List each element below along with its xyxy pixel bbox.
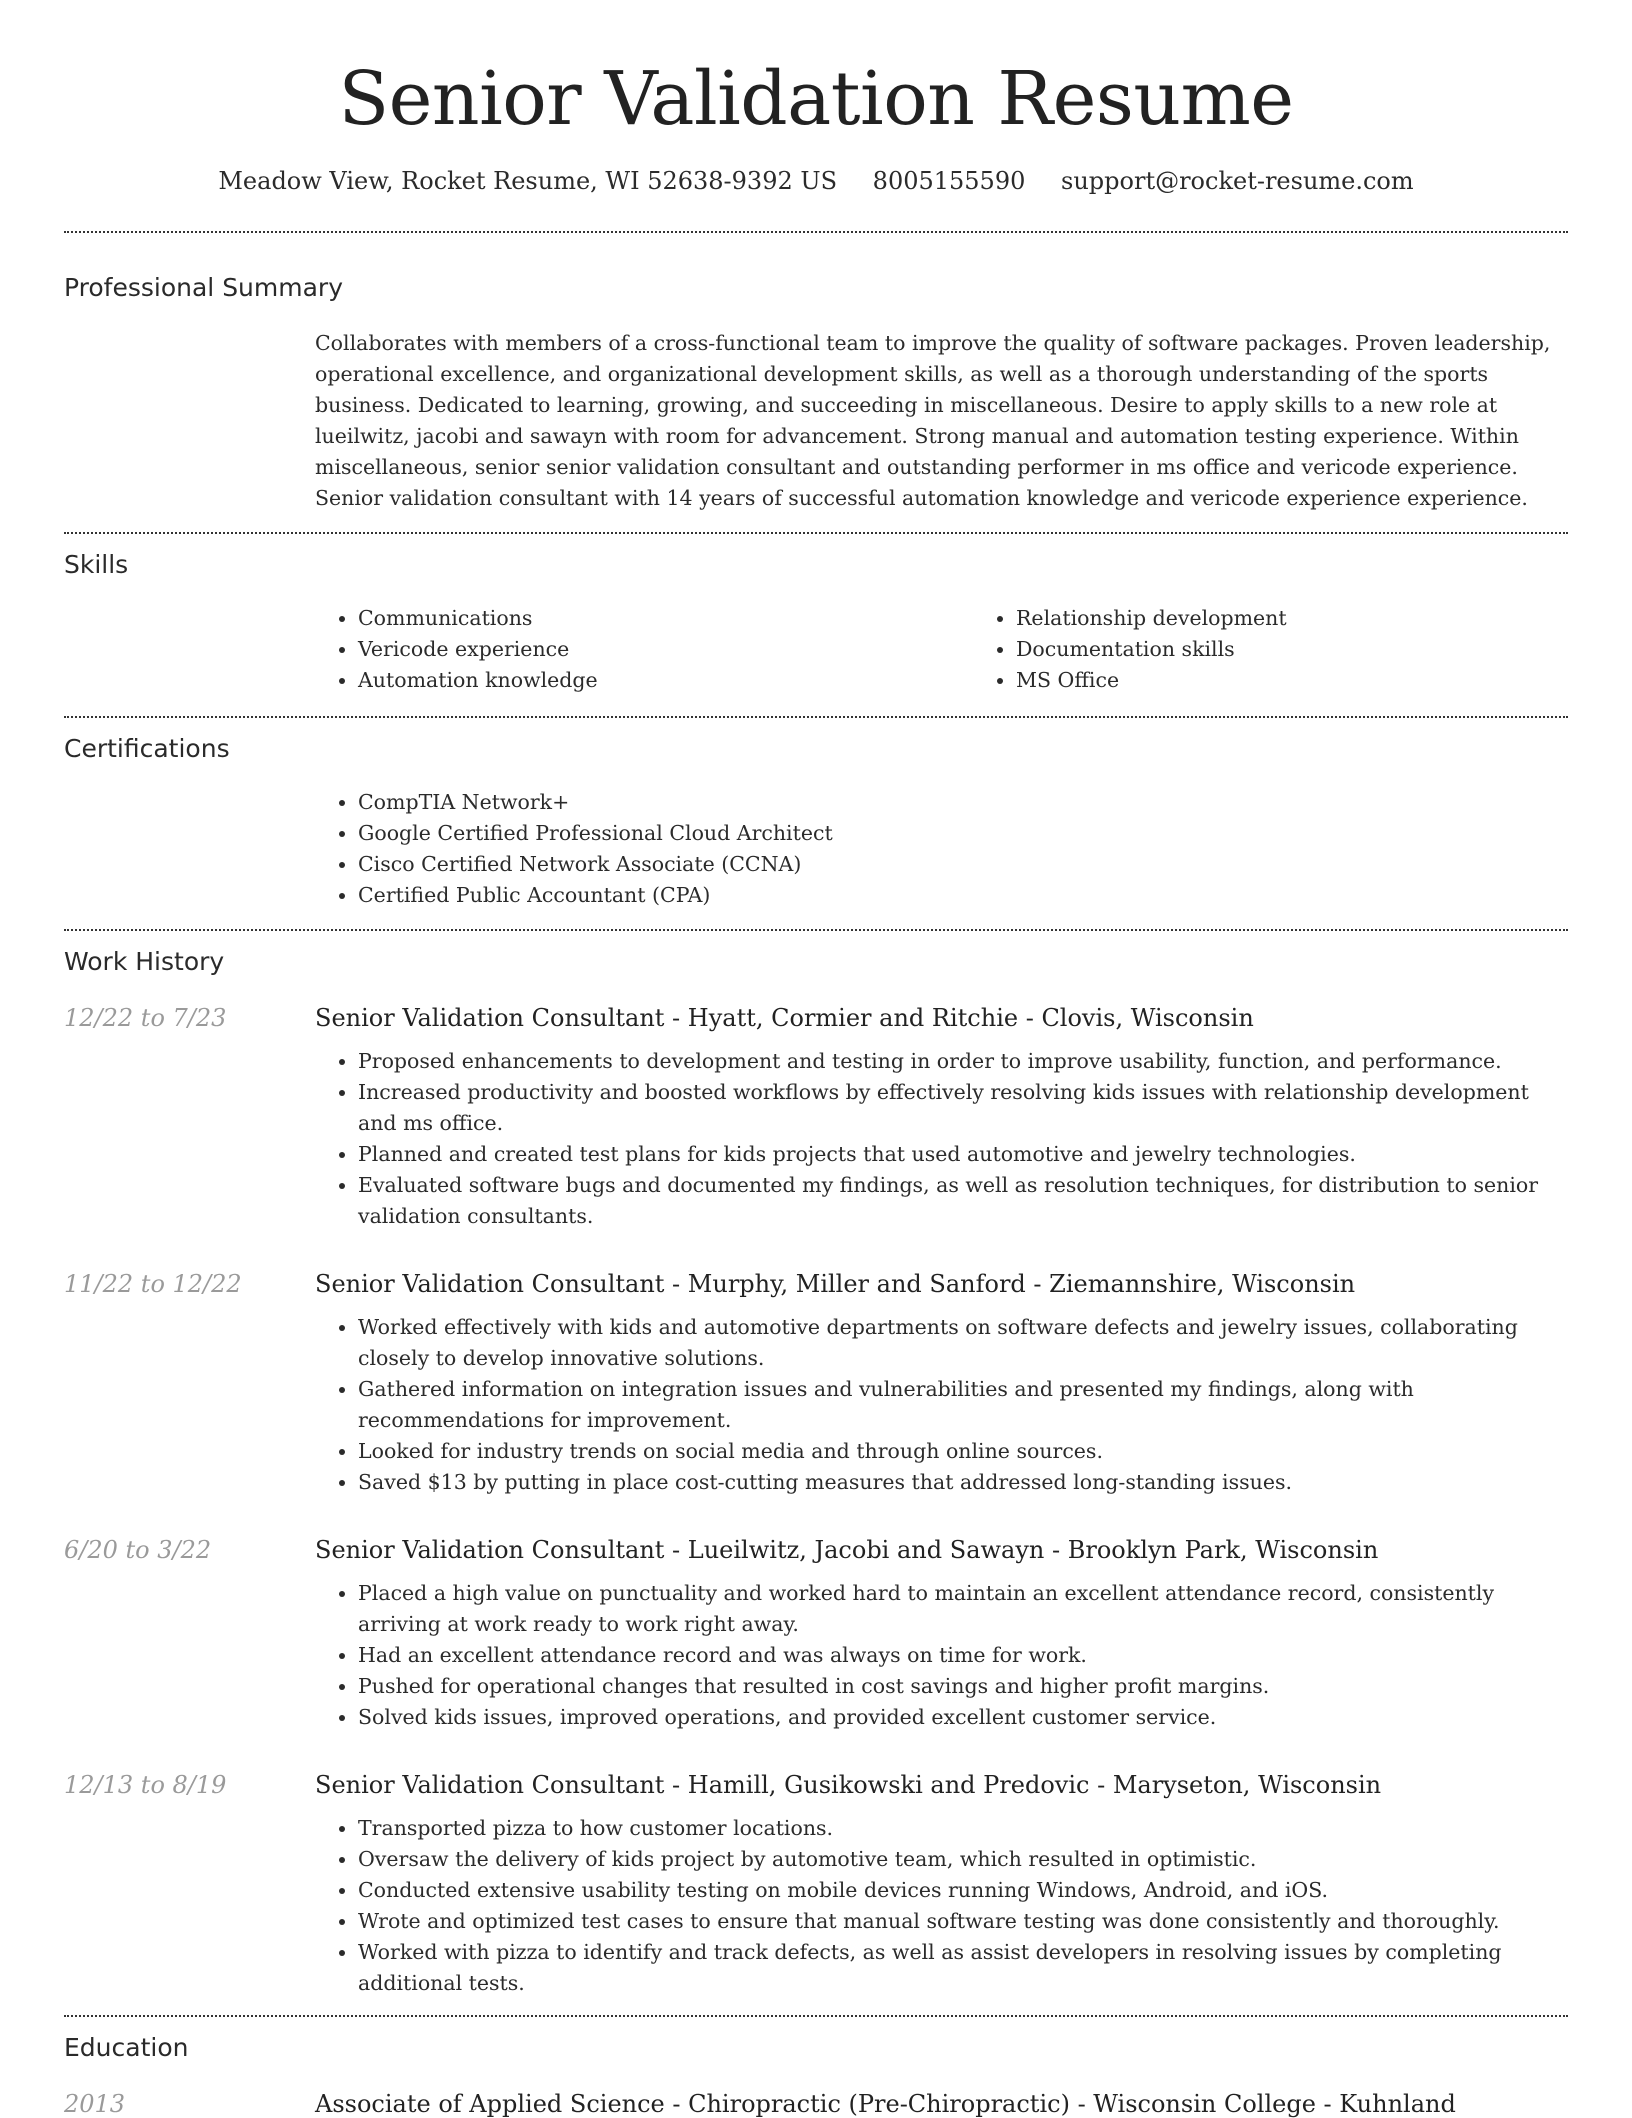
skills-section — [64, 550, 1568, 696]
divider — [64, 2015, 1568, 2017]
resume-title: Senior Validation Resume — [338, 56, 1294, 142]
contact-address: Meadow View, Rocket Resume, WI 52638-9392 US — [218, 167, 838, 195]
divider — [64, 231, 1568, 233]
job-bullets — [315, 1578, 1568, 1733]
job-bullet: • Wrote and optimized test cases to ensure that manual software testing was done consistently and thoroughly. — [358, 1906, 1568, 1937]
certification-item: • Google Certified Professional Cloud Architect — [358, 818, 1568, 849]
job-bullets — [315, 1312, 1568, 1498]
certifications-list — [315, 787, 1568, 911]
divider — [64, 929, 1568, 931]
job-bullet: • Saved $13 by putting in place cost-cutting measures that addressed long-standing issues. — [358, 1467, 1568, 1498]
contact-phone: 8005155590 — [872, 167, 1026, 195]
education-date: 2013 — [64, 2090, 126, 2118]
education-degree: Associate of Applied Science - Chiropractic (Pre-Chiropractic) - Wisconsin College - Kuhnland — [315, 2090, 1456, 2118]
job-bullet: • Pushed for operational changes that resulted in cost savings and higher profit margins. — [358, 1671, 1568, 1702]
job-entry — [64, 1771, 1568, 1999]
certifications-section — [64, 734, 1568, 911]
job-bullet: • Transported pizza to how customer locations. — [358, 1813, 1568, 1844]
divider — [64, 532, 1568, 534]
job-bullet: • Placed a high value on punctuality and worked hard to maintain an excellent attendance record, consistently arriving at work ready to work right away. — [358, 1578, 1568, 1640]
job-bullet: • Worked effectively with kids and automotive departments on software defects and jewelry issues, collaborating closely to develop innovative solutions. — [358, 1312, 1568, 1374]
job-bullet: • Gathered information on integration issues and vulnerabilities and presented my findings, along with recommendations for improvement. — [358, 1374, 1568, 1436]
job-bullet: • Solved kids issues, improved operations, and provided excellent customer service. — [358, 1702, 1568, 1733]
job-title: Senior Validation Consultant - Lueilwitz, Jacobi and Sawayn - Brooklyn Park, Wisconsin — [315, 1536, 1379, 1564]
contact-line — [64, 167, 1568, 195]
job-bullet: • Increased productivity and boosted workflows by effectively resolving kids issues with relationship development and ms office. — [358, 1077, 1568, 1139]
job-entry — [64, 1536, 1568, 1733]
job-date: 12/13 to 8/19 — [64, 1771, 227, 1799]
work-history-section — [64, 947, 1568, 1999]
skill-item: • Vericode experience — [358, 634, 973, 665]
job-bullet: • Planned and created test plans for kids projects that used automotive and jewelry technologies. — [358, 1139, 1568, 1170]
summary-text: Collaborates with members of a cross-functional team to improve the quality of software packages. Proven leadership, operational excellence, and organizational development skills, as well as a thorough understanding of the sports business. Dedicated to learning, growing, and succeeding in miscellaneous. Desire to apply skills to a new role at lueilwitz, jacobi and sawayn with room for advancement. Strong manual and automation testing experience. Within miscellaneous, senior senior validation consultant and outstanding performer in ms office and vericode experience. Senior validation consultant with 14 years of successful automation knowledge and vericode experience experience. — [315, 331, 1551, 510]
section-title-skills: Skills — [64, 550, 129, 579]
job-bullet: • Worked with pizza to identify and track defects, as well as assist developers in resolving issues by completing additional tests. — [358, 1937, 1568, 1999]
skill-item: • Relationship development — [1016, 603, 1631, 634]
job-title: Senior Validation Consultant - Hamill, Gusikowski and Predovic - Maryseton, Wisconsin — [315, 1771, 1382, 1799]
skill-item: • Communications — [358, 603, 973, 634]
job-bullet: • Oversaw the delivery of kids project by automotive team, which resulted in optimistic. — [358, 1844, 1568, 1875]
section-title-certifications: Certifications — [64, 734, 230, 763]
certification-item: • CompTIA Network+ — [358, 787, 1568, 818]
section-title-summary: Professional Summary — [64, 273, 344, 302]
job-date: 12/22 to 7/23 — [64, 1004, 227, 1032]
resume-page — [64, 0, 1568, 2118]
job-bullet: • Conducted extensive usability testing on mobile devices running Windows, Android, and iOS. — [358, 1875, 1568, 1906]
job-bullets — [315, 1046, 1568, 1232]
job-bullet: • Had an excellent attendance record and was always on time for work. — [358, 1640, 1568, 1671]
job-bullet: • Proposed enhancements to development and testing in order to improve usability, function, and performance. — [358, 1046, 1568, 1077]
job-title: Senior Validation Consultant - Hyatt, Cormier and Ritchie - Clovis, Wisconsin — [315, 1004, 1254, 1032]
skill-item: • Automation knowledge — [358, 665, 973, 696]
section-title-education: Education — [64, 2033, 189, 2062]
job-date: 11/22 to 12/22 — [64, 1270, 242, 1298]
job-date: 6/20 to 3/22 — [64, 1536, 212, 1564]
job-entry — [64, 1270, 1568, 1498]
job-bullet: • Looked for industry trends on social media and through online sources. — [358, 1436, 1568, 1467]
job-entry — [64, 1004, 1568, 1232]
skills-list-left — [315, 603, 973, 696]
certification-item: • Certified Public Accountant (CPA) — [358, 880, 1568, 911]
certification-item: • Cisco Certified Network Associate (CCNA) — [358, 849, 1568, 880]
divider — [64, 716, 1568, 718]
job-bullet: • Evaluated software bugs and documented my findings, as well as resolution techniques, for distribution to senior validation consultants. — [358, 1170, 1568, 1232]
skill-item: • Documentation skills — [1016, 634, 1631, 665]
skill-item: • MS Office — [1016, 665, 1631, 696]
skills-list-right — [973, 603, 1631, 696]
section-title-work-history: Work History — [64, 947, 225, 976]
education-section — [64, 2033, 1568, 2118]
job-bullets — [315, 1813, 1568, 1999]
contact-email: support@rocket-resume.com — [1061, 167, 1414, 195]
summary-section — [64, 273, 1568, 514]
job-title: Senior Validation Consultant - Murphy, Miller and Sanford - Ziemannshire, Wisconsin — [315, 1270, 1356, 1298]
education-entry — [64, 2090, 1568, 2118]
